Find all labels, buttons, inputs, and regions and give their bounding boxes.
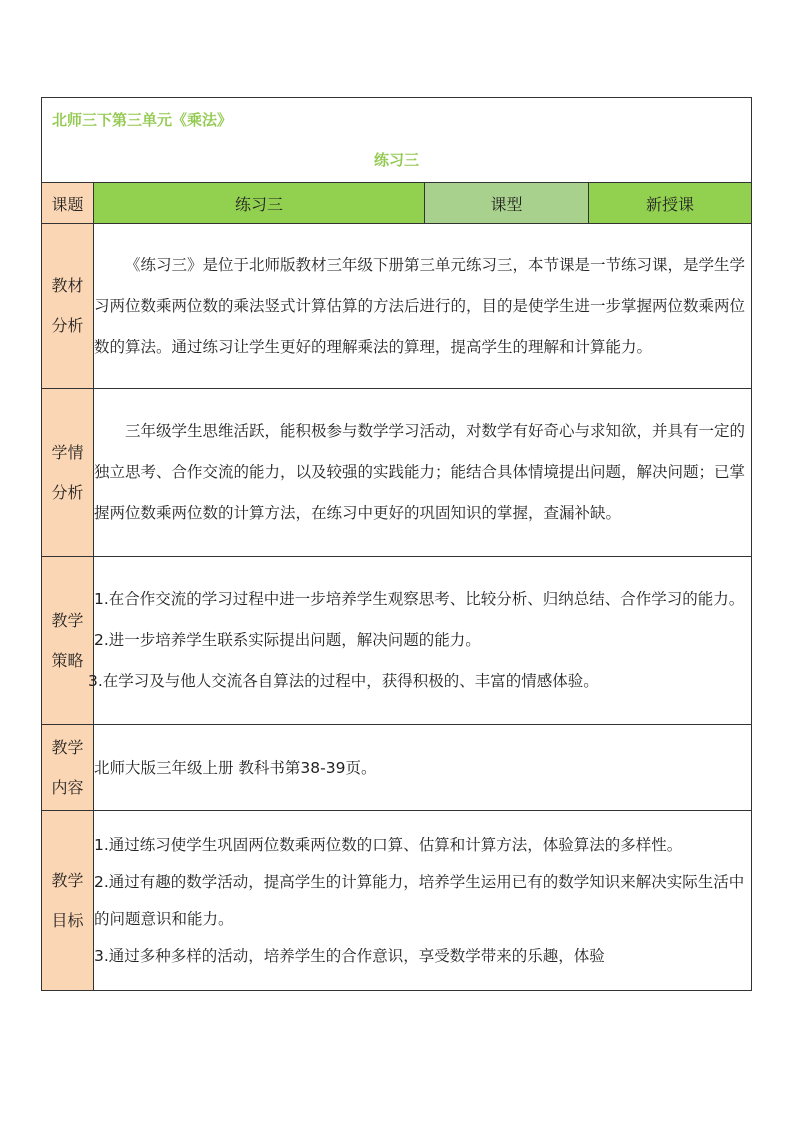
- goal-item: 1.通过练习使学生巩固两位数乘两位数的口算、估算和计算方法，体验算法的多样性。: [94, 835, 683, 854]
- strategy-label: [42, 557, 94, 725]
- topic-label: 课题: [42, 183, 94, 224]
- goals-label-text: 教学目标: [51, 870, 84, 930]
- strategy-item: 3.在学习及与他人交流各自算法的过程中，获得积极的、丰富的情感体验。: [88, 672, 599, 690]
- material-text-cell: [94, 224, 752, 389]
- type-label: 课型: [425, 183, 589, 224]
- goals-label: [42, 811, 94, 991]
- title-cell: [42, 98, 752, 183]
- content-label: [42, 725, 94, 811]
- topic-value: 练习三: [94, 183, 425, 224]
- lesson-plan-table: [41, 97, 752, 991]
- goal-item: 3.通过多种多样的活动，培养学生的合作意识，享受数学带来的乐趣，体验: [94, 946, 605, 965]
- material-text: 《练习三》是位于北师版教材三年级下册第三单元练习三，本节课是一节练习课，是学生学习两位数乘两位数的乘法竖式计算估算的方法后进行的，目的是使学生进一步掌握两位数乘两位数的算法。通过练习让学生更好的理解乘法的算理，提高学生的理解和计算能力。: [94, 255, 746, 356]
- students-text: 三年级学生思维活跃，能积极参与数学学习活动，对数学有好奇心与求知欲，并具有一定的独立思考、合作交流的能力，以及较强的实践能力；能结合具体情境提出问题，解决问题；已掌握两位数乘两位数的计算方法，在练习中更好的巩固知识的掌握，查漏补缺。: [94, 422, 746, 522]
- strategy-row: [42, 557, 752, 725]
- strategy-item: 1.在合作交流的学习过程中进一步培养学生观察思考、比较分析、归纳总结、合作学习的能力。: [94, 590, 745, 608]
- material-label: [42, 224, 94, 389]
- goals-row: [42, 811, 752, 991]
- goal-item: 2.通过有趣的数学活动，提高学生的计算能力，培养学生运用已有的数学知识来解决实际生活中的问题意识和能力。: [94, 872, 745, 928]
- students-row: [42, 389, 752, 557]
- students-text-cell: [94, 389, 752, 557]
- document-subtitle: 练习三: [373, 151, 419, 169]
- strategy-label-text: 教学策略: [51, 610, 84, 670]
- strategy-item: 2.进一步培养学生联系实际提出问题，解决问题的能力。: [94, 631, 481, 649]
- content-label-text: 教学内容: [51, 737, 84, 797]
- content-row: [42, 725, 752, 811]
- goals-list: [94, 811, 752, 991]
- material-label-text: 教材分析: [51, 276, 84, 335]
- header-row: [42, 183, 752, 224]
- strategy-list: [88, 557, 752, 725]
- material-row: [42, 224, 752, 389]
- students-label-text: 学情分析: [51, 442, 84, 502]
- students-label: [42, 389, 94, 557]
- type-value: 新授课: [589, 183, 752, 224]
- content-text: 北师大版三年级上册 教科书第38-39页。: [94, 725, 752, 811]
- document-title: 北师三下第三单元《乘法》: [52, 111, 233, 129]
